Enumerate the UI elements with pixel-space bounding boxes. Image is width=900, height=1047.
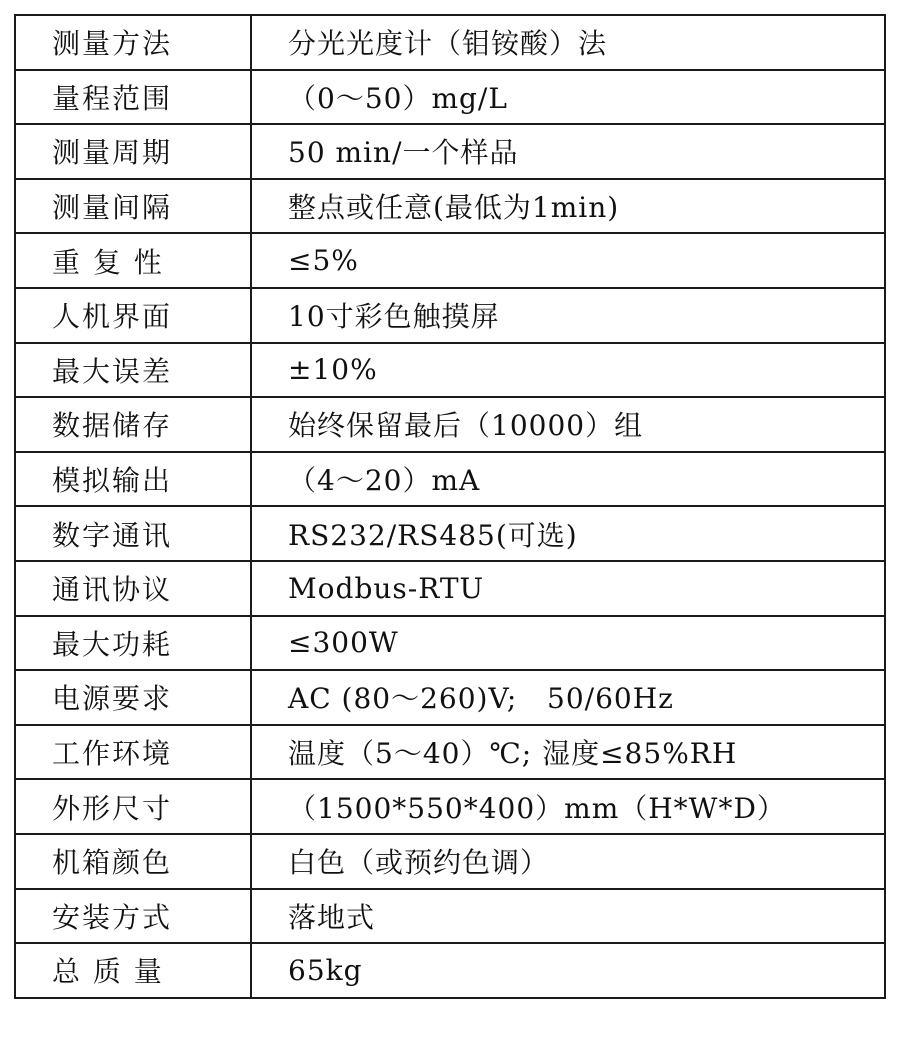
table-row xyxy=(15,70,885,125)
table-row xyxy=(15,834,885,889)
table-row xyxy=(15,179,885,234)
table-row xyxy=(15,506,885,561)
table-row xyxy=(15,452,885,507)
row-value: 10寸彩色触摸屏 xyxy=(251,288,885,343)
row-label: 测量间隔 xyxy=(15,179,251,234)
row-label: 机箱颜色 xyxy=(15,834,251,889)
row-value: RS232/RS485(可选) xyxy=(251,506,885,561)
row-value: AC (80～260)V; 50/60Hz xyxy=(251,670,885,725)
row-value: 始终保留最后（10000）组 xyxy=(251,397,885,452)
table-row xyxy=(15,889,885,944)
row-label: 重 复 性 xyxy=(15,233,251,288)
row-label: 电源要求 xyxy=(15,670,251,725)
row-value: 温度（5～40）℃; 湿度≤85%RH xyxy=(251,725,885,780)
row-label: 通讯协议 xyxy=(15,561,251,616)
table-row xyxy=(15,725,885,780)
spec-table xyxy=(14,14,886,999)
row-label: 模拟输出 xyxy=(15,452,251,507)
row-value: Modbus-RTU xyxy=(251,561,885,616)
row-value: 65kg xyxy=(251,943,885,998)
row-value: （0～50）mg/L xyxy=(251,70,885,125)
row-label: 测量方法 xyxy=(15,15,251,70)
row-value: 落地式 xyxy=(251,889,885,944)
table-row xyxy=(15,343,885,398)
table-row xyxy=(15,124,885,179)
table-row xyxy=(15,561,885,616)
spec-table-body xyxy=(15,15,885,998)
row-label: 数据储存 xyxy=(15,397,251,452)
table-row xyxy=(15,288,885,343)
table-row xyxy=(15,670,885,725)
row-value: （1500*550*400）mm（H*W*D） xyxy=(251,779,885,834)
row-label: 安装方式 xyxy=(15,889,251,944)
table-row xyxy=(15,233,885,288)
row-value: ≤300W xyxy=(251,616,885,671)
row-label: 最大误差 xyxy=(15,343,251,398)
row-label: 外形尺寸 xyxy=(15,779,251,834)
table-row xyxy=(15,15,885,70)
table-row xyxy=(15,397,885,452)
row-value: 白色（或预约色调） xyxy=(251,834,885,889)
row-label: 测量周期 xyxy=(15,124,251,179)
row-value: （4～20）mA xyxy=(251,452,885,507)
table-row xyxy=(15,779,885,834)
row-label: 量程范围 xyxy=(15,70,251,125)
row-value: 分光光度计（钼铵酸）法 xyxy=(251,15,885,70)
table-row xyxy=(15,943,885,998)
row-value: 50 min/一个样品 xyxy=(251,124,885,179)
row-value: ±10% xyxy=(251,343,885,398)
row-value: ≤5% xyxy=(251,233,885,288)
row-label: 数字通讯 xyxy=(15,506,251,561)
row-label: 人机界面 xyxy=(15,288,251,343)
row-label: 最大功耗 xyxy=(15,616,251,671)
row-label: 工作环境 xyxy=(15,725,251,780)
table-row xyxy=(15,616,885,671)
row-value: 整点或任意(最低为1min) xyxy=(251,179,885,234)
row-label: 总 质 量 xyxy=(15,943,251,998)
